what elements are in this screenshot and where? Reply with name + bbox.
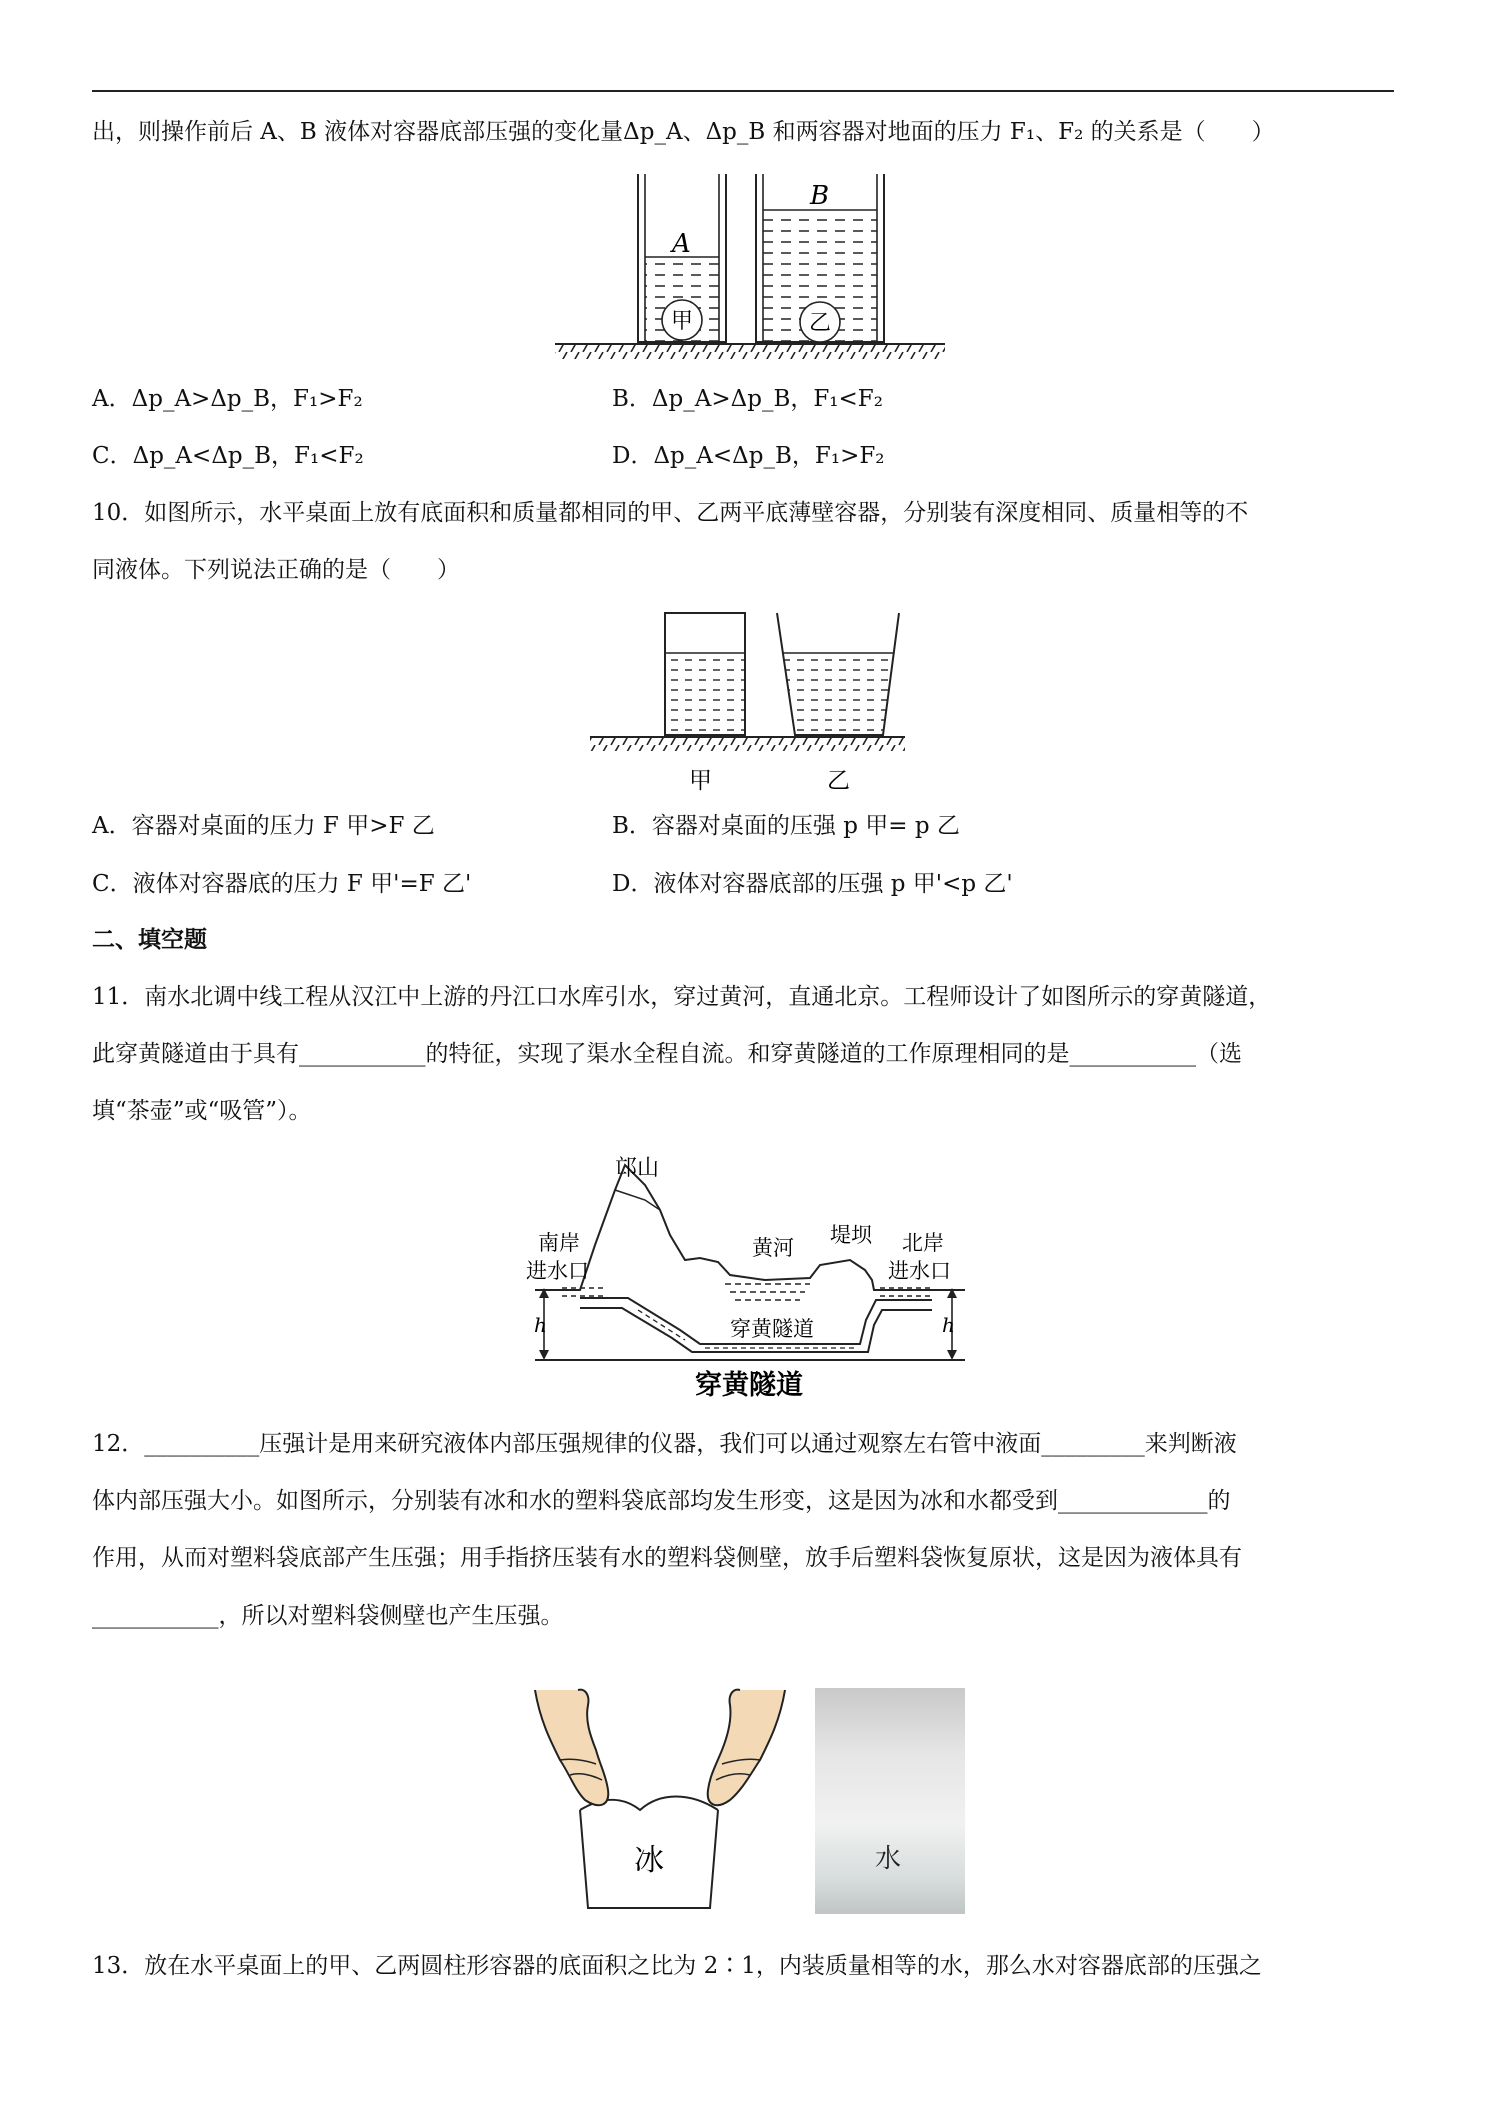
q11-line-2: 此穿黄隧道由于具有___________的特征，实现了渠水全程自流。和穿黄隧道的工作原理相同的是___________（选 bbox=[92, 1041, 1242, 1067]
section-title: 二、填空题 bbox=[92, 927, 207, 953]
h-right-label: h bbox=[942, 1313, 955, 1337]
q9-option-d: D．Δp_A<Δp_B，F₁>F₂ bbox=[612, 443, 885, 469]
q9-figure bbox=[545, 170, 950, 370]
north-bank-label: 北岸 bbox=[902, 1231, 944, 1255]
q10-line-1: 10．如图所示，水平桌面上放有底面积和质量都相同的甲、乙两平底薄壁容器，分别装有深度相同、质量相等的不 bbox=[92, 500, 1249, 526]
q12-line-2: 体内部压强大小。如图所示，分别装有冰和水的塑料袋底部均发生形变，这是因为冰和水都受到_____________的 bbox=[92, 1488, 1231, 1514]
q12-line-3: 作用，从而对塑料袋底部产生压强；用手指挤压装有水的塑料袋侧壁，放手后塑料袋恢复原状，这是因为液体具有 bbox=[92, 1545, 1242, 1571]
q12-line-1: 12．__________压强计是用来研究液体内部压强规律的仪器，我们可以通过观察左右管中液面_________来判断液 bbox=[92, 1431, 1237, 1457]
q9-option-c: C．Δp_A<Δp_B，F₁<F₂ bbox=[92, 443, 364, 469]
q10-figure bbox=[585, 605, 915, 800]
q9-stem: 出，则操作前后 A、B 液体对容器底部压强的变化量Δp_A、Δp_B 和两容器对地面的压力 F₁、F₂ 的关系是（ ） bbox=[92, 119, 1275, 145]
q12-line-4: ___________，所以对塑料袋侧壁也产生压强。 bbox=[92, 1603, 564, 1629]
q10-option-a: A．容器对桌面的压力 F 甲>F 乙 bbox=[92, 813, 435, 839]
q13-line-1: 13．放在水平桌面上的甲、乙两圆柱形容器的底面积之比为 2∶1，内装质量相等的水，那么水对容器底部的压强之 bbox=[92, 1953, 1262, 1979]
label-b: B bbox=[810, 181, 830, 211]
h-left-label: h bbox=[534, 1313, 547, 1337]
ball-b-label: 乙 bbox=[809, 311, 832, 336]
q9-option-b: B．Δp_A>Δp_B，F₁<F₂ bbox=[612, 386, 883, 412]
yellow-river-label: 黄河 bbox=[752, 1236, 794, 1260]
q11-tunnel-figure bbox=[520, 1150, 980, 1400]
label-yi: 乙 bbox=[827, 768, 850, 794]
label-a: A bbox=[672, 229, 691, 259]
q10-line-2: 同液体。下列说法正确的是（ ） bbox=[92, 557, 460, 583]
q10-option-b: B．容器对桌面的压强 p 甲= p 乙 bbox=[612, 813, 960, 839]
water-label: 水 bbox=[875, 1844, 902, 1874]
dam-label: 堤坝 bbox=[830, 1223, 872, 1247]
ice-bag-figure bbox=[530, 1680, 800, 1920]
north-inlet-label: 进水口 bbox=[888, 1259, 951, 1283]
ball-a-label: 甲 bbox=[671, 309, 694, 334]
ice-label: 冰 bbox=[634, 1843, 664, 1878]
header-rule bbox=[92, 90, 1394, 92]
south-bank-label: 南岸 bbox=[538, 1231, 580, 1255]
q10-option-d: D．液体对容器底部的压强 p 甲'<p 乙' bbox=[612, 871, 1013, 897]
mountain-label: 邙山 bbox=[615, 1156, 660, 1181]
figure-caption: 穿黄隧道 bbox=[695, 1370, 803, 1400]
q9-option-a: A．Δp_A>Δp_B，F₁>F₂ bbox=[92, 386, 363, 412]
water-bag-photo bbox=[815, 1688, 965, 1914]
south-inlet-label: 进水口 bbox=[526, 1259, 589, 1283]
tunnel-label: 穿黄隧道 bbox=[730, 1317, 814, 1341]
q11-line-1: 11．南水北调中线工程从汉江中上游的丹江口水库引水，穿过黄河，直通北京。工程师设计了如图所示的穿黄隧道， bbox=[92, 984, 1272, 1010]
q10-option-c: C．液体对容器底的压力 F 甲'=F 乙' bbox=[92, 871, 472, 897]
label-jia: 甲 bbox=[689, 768, 712, 794]
q11-line-3: 填“茶壶”或“吸管”）。 bbox=[92, 1098, 312, 1124]
